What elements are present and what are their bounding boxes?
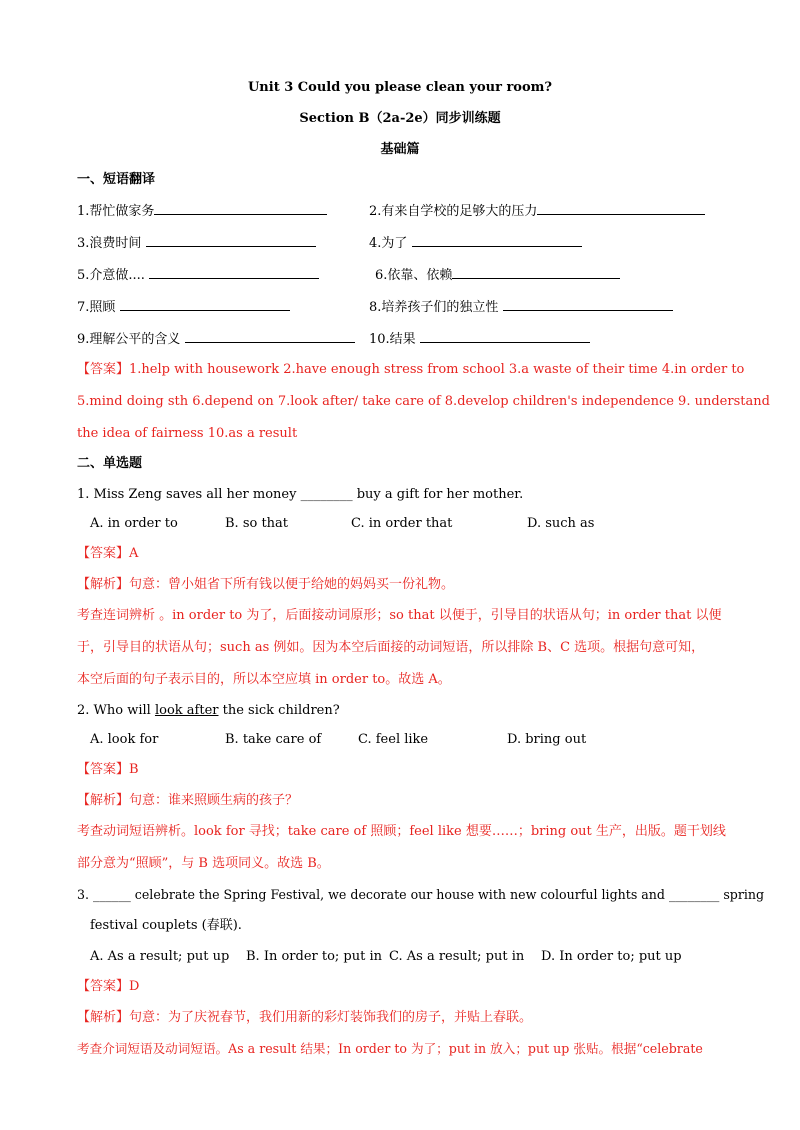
question-1-analysis-line: 于，引导目的状语从句；such as 例如。因为本空后面接的动词短语，所以排除 B、C 选项。根据句意可知， — [77, 640, 705, 655]
question-3-analysis-intro: 【解析】句意：为了庆祝春节，我们用新的彩灯装饰我们的房子，并贴上春联。 — [77, 1010, 533, 1025]
question-1-analysis-line: 本空后面的句子表示目的，所以本空应填 in order to。故选 A。 — [77, 672, 451, 687]
question-1-option-b: B. so that — [225, 516, 289, 531]
question-3-option-d: D. In order to; put up — [541, 949, 682, 964]
question-3-option-a: A. As a result; put up — [90, 949, 230, 964]
question-2-option-a: A. look for — [90, 732, 159, 747]
part1-answer-line: 【答案】1.help with housework 2.have enough stress from school 3.a waste of their time 4.in order to — [77, 362, 745, 377]
question-3-option-c: C. As a result; put in — [389, 949, 525, 964]
question-3-stem-line: festival couplets (春联). — [90, 918, 242, 933]
question-1-analysis-line: 考查连词辨析 。in order to 为了，后面接动词原形；so that 以便于，引导目的状语从句；in order that 以便 — [77, 608, 722, 623]
question-3-analysis-line: 考查介词短语及动词短语。As a result 结果；In order to 为了；put in 放入；put up 张贴。根据“celebrate — [77, 1041, 703, 1056]
part1-heading: 一、短语翻译 — [77, 172, 156, 187]
question-2-analysis-line: 考查动词短语辨析。look for 寻找；take care of 照顾；feel like 想要……；bring out 生产，出版。题干划线 — [77, 824, 726, 839]
phrase-item: 3.浪费时间 — [77, 234, 316, 253]
question-2-analysis-line: 部分意为“照顾”，与 B 选项同义。故选 B。 — [77, 856, 330, 871]
question-2-option-c: C. feel like — [358, 732, 429, 747]
phrase-item: 8.培养孩子们的独立性 — [369, 298, 673, 317]
question-2-option-b: B. take care of — [225, 732, 322, 747]
phrase-item: 2.有来自学校的足够大的压力 — [369, 202, 705, 221]
level-heading: 基础篇 — [380, 142, 420, 157]
part2-heading: 二、单选题 — [77, 456, 143, 471]
question-2-stem: 2. Who will look after the sick children? — [77, 703, 340, 718]
question-3-stem-line: 3. ______ celebrate the Spring Festival, we decorate our house with new colourful lights and ________ spring — [77, 887, 765, 902]
question-1-option-d: D. such as — [527, 516, 595, 531]
phrase-item: 5.介意做.... — [77, 266, 319, 285]
section-subtitle: Section B（2a-2e）同步训练题 — [299, 111, 501, 126]
question-1-option-c: C. in order that — [351, 516, 453, 531]
question-3-option-b: B. In order to; put in — [246, 949, 383, 964]
question-2-analysis-intro: 【解析】句意：谁来照顾生病的孩子？ — [77, 793, 299, 808]
question-3-answer: 【答案】D — [77, 979, 140, 994]
question-2-option-d: D. bring out — [507, 732, 587, 747]
question-1-stem: 1. Miss Zeng saves all her money ________ buy a gift for her mother. — [77, 487, 524, 502]
part1-answer-line: 5.mind doing sth 6.depend on 7.look after/ take care of 8.develop children's independence 9. understand — [77, 394, 770, 409]
phrase-item: 9.理解公平的含义 — [77, 330, 355, 349]
phrase-item: 4.为了 — [369, 234, 582, 253]
phrase-item: 6.依靠、依赖 — [375, 266, 620, 285]
question-1-analysis-intro: 【解析】句意：曾小姐省下所有钱以便于给她的妈妈买一份礼物。 — [77, 577, 455, 592]
phrase-item: 1.帮忙做家务 — [77, 202, 327, 221]
underlined-phrase: look after — [154, 703, 219, 718]
document-title: Unit 3 Could you please clean your room? — [247, 80, 553, 95]
phrase-item: 10.结果 — [369, 330, 590, 349]
phrase-item: 7.照顾 — [77, 298, 290, 317]
question-2-answer: 【答案】B — [77, 762, 139, 777]
question-1-option-a: A. in order to — [90, 516, 178, 531]
part1-answer-line: the idea of fairness 10.as a result — [77, 426, 298, 441]
question-1-answer: 【答案】A — [77, 546, 139, 561]
